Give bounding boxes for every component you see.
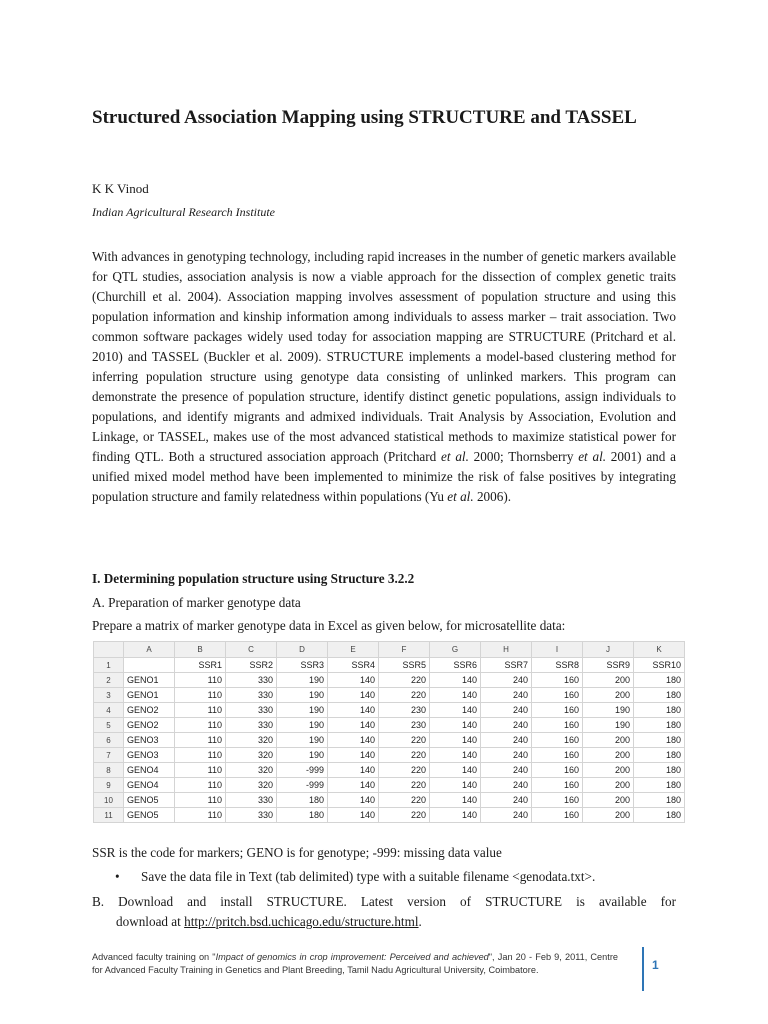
table-cell: 140: [328, 703, 379, 718]
column-header: I: [532, 642, 583, 658]
table-cell: 240: [481, 673, 532, 688]
table-cell: 160: [532, 718, 583, 733]
table-row: [94, 718, 685, 733]
table-cell: 180: [277, 793, 328, 808]
table-cell: SSR7: [481, 658, 532, 673]
table-cell: SSR4: [328, 658, 379, 673]
table-cell: GENO2: [124, 703, 175, 718]
column-header: A: [124, 642, 175, 658]
table-cell: SSR9: [583, 658, 634, 673]
table-cell: 110: [175, 778, 226, 793]
table-cell: 230: [379, 703, 430, 718]
table-row: [94, 778, 685, 793]
table-cell: 240: [481, 778, 532, 793]
table-cell: 140: [328, 793, 379, 808]
table-cell: 320: [226, 748, 277, 763]
table-cell: 160: [532, 778, 583, 793]
table-cell: 200: [583, 793, 634, 808]
row-header: 8: [94, 763, 124, 778]
table-cell: 190: [277, 718, 328, 733]
table-row: [94, 763, 685, 778]
table-cell: 190: [583, 703, 634, 718]
table-cell: 200: [583, 748, 634, 763]
table-cell: SSR8: [532, 658, 583, 673]
row-header: 4: [94, 703, 124, 718]
table-cell: 140: [328, 718, 379, 733]
table-cell: 140: [328, 673, 379, 688]
page-number-bar: [642, 947, 644, 991]
table-cell: 140: [430, 763, 481, 778]
table-cell: 330: [226, 703, 277, 718]
table-cell: 220: [379, 793, 430, 808]
table-cell: 110: [175, 703, 226, 718]
table-cell: GENO3: [124, 748, 175, 763]
row-header: 2: [94, 673, 124, 688]
table-cell: 190: [277, 733, 328, 748]
table-cell: -999: [277, 763, 328, 778]
table-cell: 160: [532, 808, 583, 823]
table-cell: 140: [430, 718, 481, 733]
table-cell: -999: [277, 778, 328, 793]
row-header: 1: [94, 658, 124, 673]
table-cell: 240: [481, 748, 532, 763]
page-number: 1: [652, 958, 659, 972]
column-header-row: [94, 642, 685, 658]
table-cell: 240: [481, 808, 532, 823]
table-cell: 110: [175, 688, 226, 703]
table-row: [94, 658, 685, 673]
table-cell: 180: [634, 808, 685, 823]
table-cell: 110: [175, 673, 226, 688]
table-cell: 200: [583, 778, 634, 793]
column-header: K: [634, 642, 685, 658]
table-cell: GENO4: [124, 763, 175, 778]
table-cell: 240: [481, 688, 532, 703]
row-header: 11: [94, 808, 124, 823]
table-cell: 140: [328, 733, 379, 748]
row-header: 5: [94, 718, 124, 733]
table-cell: 160: [532, 688, 583, 703]
bullet-icon: •: [115, 869, 120, 884]
table-cell: 160: [532, 763, 583, 778]
paper-title: Structured Association Mapping using STRUCTURE and TASSEL: [92, 107, 637, 128]
table-cell: 140: [328, 748, 379, 763]
table-cell: 180: [634, 793, 685, 808]
author-affiliation: Indian Agricultural Research Institute: [92, 205, 275, 219]
table-cell: 200: [583, 688, 634, 703]
table-cell: 140: [328, 763, 379, 778]
table-cell: 220: [379, 748, 430, 763]
table-row: [94, 808, 685, 823]
table-cell: 140: [430, 688, 481, 703]
table-cell: 190: [277, 748, 328, 763]
table-cell: 180: [634, 688, 685, 703]
table-cell: 160: [532, 748, 583, 763]
table-cell: SSR3: [277, 658, 328, 673]
table-row: [94, 793, 685, 808]
table-cell: SSR10: [634, 658, 685, 673]
table-cell: 140: [430, 673, 481, 688]
table-cell: 110: [175, 748, 226, 763]
table-cell: 200: [583, 733, 634, 748]
table-row: [94, 703, 685, 718]
table-cell: 220: [379, 673, 430, 688]
table-row: [94, 748, 685, 763]
table-cell: 160: [532, 733, 583, 748]
table-cell: 140: [430, 703, 481, 718]
table-cell: 220: [379, 778, 430, 793]
table-cell: 190: [277, 673, 328, 688]
table-cell: 140: [328, 778, 379, 793]
table-cell: 180: [634, 718, 685, 733]
table-cell: 220: [379, 763, 430, 778]
column-header: F: [379, 642, 430, 658]
intro-paragraph: With advances in genotyping technology, including rapid increases in the number of genetic markers available for QTL studies, association analysis is now a viable approach for the dissection of complex genetic traits (Churchill et al. 2004). Association mapping involves assessment of population structure and using this population information and kinship information among individuals to assess marker – trait association. Two common software packages widely used today for association mapping are STRUCTURE (Pritchard et al. 2010) and TASSEL (Buckler et al. 2009). STRUCTURE implements a model-based clustering method for inferring population structure using genotype data consisting of unlinked markers. This program can demonstrate the presence of population structure, identify distinct genetic populations, assign individuals to populations, and identify migrants and admixed individuals. Trait Analysis by Association, Evolution and Linkage, or TASSEL, makes use of the most advanced statistical methods to maximize statistical power for finding QTL. Both a structured association approach (Pritchard et al. 2000; Thornsberry et al. 2001) and a unified mixed model method have been implemented to minimize the risk of false positives by integrating population structure and family relatedness within populations (Yu et al. 2006).: [92, 249, 676, 504]
table-cell: 200: [583, 673, 634, 688]
row-header: 6: [94, 733, 124, 748]
table-cell: 220: [379, 808, 430, 823]
page-footer: Advanced faculty training on "Impact of genomics in crop improvement: Perceived and achieved", Jan 20 - Feb 9, 2011, Centre for Advanced Faculty Training in Genetics and Plant Breeding, Tamil Nadu Agricultural University, Coimbatore.: [92, 952, 618, 975]
table-cell: 230: [379, 718, 430, 733]
table-cell: 200: [583, 763, 634, 778]
row-header: 9: [94, 778, 124, 793]
table-cell: 180: [277, 808, 328, 823]
column-header: B: [175, 642, 226, 658]
table-cell: 220: [379, 733, 430, 748]
table-cell: 330: [226, 808, 277, 823]
table-cell: 180: [634, 703, 685, 718]
table-cell: SSR1: [175, 658, 226, 673]
section-heading: I. Determining population structure using Structure 3.2.2: [92, 571, 415, 586]
table-cell: 160: [532, 703, 583, 718]
column-header: H: [481, 642, 532, 658]
row-header: 10: [94, 793, 124, 808]
column-header: J: [583, 642, 634, 658]
table-cell: 110: [175, 793, 226, 808]
table-cell: 140: [430, 793, 481, 808]
table-cell: 180: [634, 748, 685, 763]
instruction-text: Prepare a matrix of marker genotype data in Excel as given below, for microsatellite data:: [92, 618, 566, 633]
table-cell: 320: [226, 778, 277, 793]
table-cell: 180: [634, 763, 685, 778]
table-cell: 140: [430, 733, 481, 748]
column-header: D: [277, 642, 328, 658]
bullet-text: Save the data file in Text (tab delimited) type with a suitable filename <genodata.txt>.: [141, 869, 596, 884]
step-b-line: B. Download and install STRUCTURE. Latest version of STRUCTURE is available for: [92, 894, 676, 909]
table-cell: GENO2: [124, 718, 175, 733]
table-cell: 200: [583, 808, 634, 823]
table-cell: GENO4: [124, 778, 175, 793]
table-cell: 320: [226, 763, 277, 778]
table-cell: SSR2: [226, 658, 277, 673]
row-header: 7: [94, 748, 124, 763]
row-header: 3: [94, 688, 124, 703]
table-cell: 110: [175, 733, 226, 748]
genotype-spreadsheet: [93, 641, 685, 823]
table-cell: [124, 658, 175, 673]
table-cell: 180: [634, 778, 685, 793]
table-cell: 160: [532, 673, 583, 688]
table-cell: 190: [583, 718, 634, 733]
step-b-download: download at http://pritch.bsd.uchicago.edu/structure.html.: [116, 914, 422, 929]
table-cell: 240: [481, 703, 532, 718]
table-cell: 240: [481, 793, 532, 808]
table-cell: 320: [226, 733, 277, 748]
table-cell: GENO1: [124, 688, 175, 703]
sheet-corner: [94, 642, 124, 658]
table-cell: 140: [430, 808, 481, 823]
table-cell: 190: [277, 688, 328, 703]
table-cell: 220: [379, 688, 430, 703]
table-cell: GENO5: [124, 808, 175, 823]
table-cell: SSR5: [379, 658, 430, 673]
table-cell: 330: [226, 688, 277, 703]
table-row: [94, 673, 685, 688]
author-name: K K Vinod: [92, 181, 149, 196]
subsection-heading: A. Preparation of marker genotype data: [92, 595, 301, 610]
step-b: [92, 892, 676, 932]
table-cell: 240: [481, 763, 532, 778]
column-header: C: [226, 642, 277, 658]
table-cell: 140: [328, 688, 379, 703]
table-cell: SSR6: [430, 658, 481, 673]
table-cell: GENO5: [124, 793, 175, 808]
table-cell: 110: [175, 718, 226, 733]
table-cell: 330: [226, 673, 277, 688]
table-cell: 140: [430, 748, 481, 763]
table-cell: 180: [634, 673, 685, 688]
table-cell: GENO1: [124, 673, 175, 688]
column-header: E: [328, 642, 379, 658]
table-cell: GENO3: [124, 733, 175, 748]
structure-download-link[interactable]: http://pritch.bsd.uchicago.edu/structure.html: [184, 914, 419, 929]
table-cell: 330: [226, 718, 277, 733]
table-cell: 190: [277, 703, 328, 718]
table-row: [94, 688, 685, 703]
table-cell: 180: [634, 733, 685, 748]
table-row: [94, 733, 685, 748]
table-cell: 160: [532, 793, 583, 808]
table-cell: 110: [175, 763, 226, 778]
table-cell: 330: [226, 793, 277, 808]
column-header: G: [430, 642, 481, 658]
table-cell: 140: [328, 808, 379, 823]
table-cell: 240: [481, 718, 532, 733]
table-cell: 110: [175, 808, 226, 823]
table-cell: 240: [481, 733, 532, 748]
table-cell: 140: [430, 778, 481, 793]
table-caption: SSR is the code for markers; GENO is for genotype; -999: missing data value: [92, 845, 502, 860]
